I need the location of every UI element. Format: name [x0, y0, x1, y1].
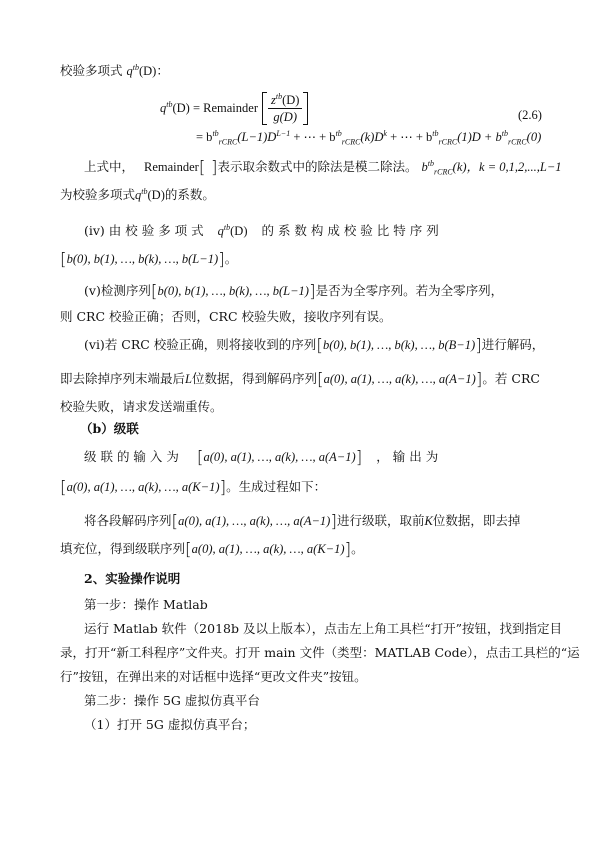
math-expression: $q^{tb}(D)$ = Remainder [160, 99, 258, 115]
text-line: 填充位，得到级联序列[a(0), a(1), …, a(k), …, a(K−1)]。 [60, 540, 364, 560]
text-line: (iv) 由 校 验 多 项 式 $q^{tb}(D)$ 的 系 数 构 成 校 验 比 特 序 列 [84, 222, 439, 238]
text-line: 第一步：操作 Matlab [84, 597, 208, 612]
section-heading: 2、实验操作说明 [84, 571, 181, 586]
section-heading: （b）级联 [80, 421, 139, 436]
text-line: 行”按钮，在弹出来的对话框中选择“更改文件夹”按钮。 [60, 669, 367, 684]
equation-line-2: = $b^{tb}_{rCRC}(L-1)D^{L-1}$ + ⋯ + $b^{tb}_{rCRC}(k)D^k$ + ⋯ + $b^{tb}_{rCRC}(1)D + b^{tb}_{rCRC}(0)$ [196, 128, 542, 147]
text-line: 将各段解码序列[a(0), a(1), …, a(k), …, a(A−1)]进行级联，取前K位数据，即去掉 [84, 512, 521, 532]
text-line: 级 联 的 输 入 为 [a(0), a(1), …, a(k), …, a(A−1)] ， 输 出 为 [84, 448, 439, 468]
text-line: 第二步：操作 5G 虚拟仿真平台 [84, 693, 260, 708]
text-line: 即去除掉序列末端最后L位数据，得到解码序列[a(0), a(1), …, a(k), …, a(A−1)]。若 CRC [60, 370, 540, 390]
text-line: 运行 Matlab 软件（2018b 及以上版本），点击左上角工具栏“打开”按钮，找到指定目 [84, 621, 562, 636]
text-line: 上式中， Remainder[ ]表示取余数式中的除法是模二除法。 $b^{tb}_{rCRC}(k)$，k = 0,1,2,...,L−1 [84, 158, 562, 178]
text-line: (v)检测序列[b(0), b(1), …, b(k), …, b(L−1)]是否为全零序列。若为全零序列， [84, 282, 504, 302]
fraction: $\frac{z^{tb}(D)}{g(D)}$ [268, 92, 302, 125]
equation-number: (2.6) [518, 108, 542, 122]
text-line [60, 62, 169, 80]
text-line: 录，打开“新工科程序”文件夹。打开 main 文件（类型：MATLAB Code），点击工具栏的“运 [60, 645, 580, 660]
text-line: 则 CRC 校验正确；否则，CRC 校验失败，接收序列有误。 [60, 309, 392, 324]
text-line: （1）打开 5G 虚拟仿真平台； [84, 717, 256, 732]
text-line: (vi)若 CRC 校验正确，则将接收到的序列[b(0), b(1), …, b(k), …, b(B−1)]进行解码， [84, 336, 545, 356]
text-line: 校验失败，请求发送端重传。 [60, 399, 223, 414]
text-line: [b(0), b(1), …, b(k), …, b(L−1)]。 [60, 250, 238, 270]
text: 校验多项式 [60, 63, 123, 78]
text-line: [a(0), a(1), …, a(k), …, a(K−1)]。生成过程如下： [60, 478, 327, 498]
equation-line-1 [160, 92, 308, 125]
bracket-group [262, 92, 308, 125]
text-line: 为校验多项式$q^{tb}(D)$的系数。 [60, 186, 215, 202]
math-expression: $q^{tb}(D)$： [126, 62, 169, 78]
